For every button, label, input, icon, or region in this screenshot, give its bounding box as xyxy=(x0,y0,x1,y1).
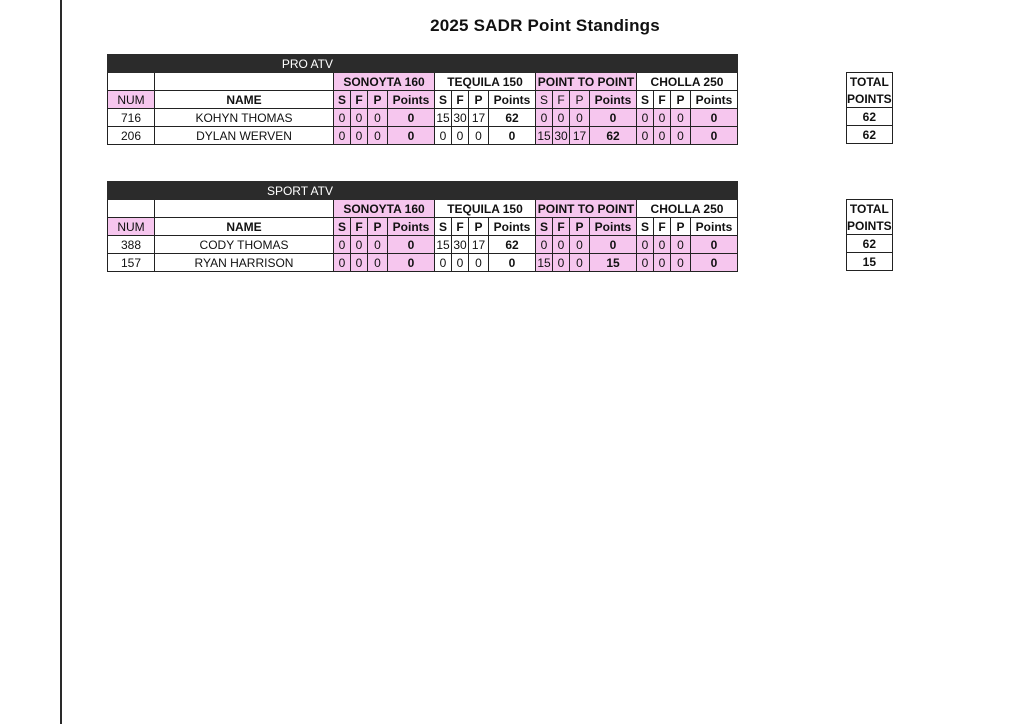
cell-s: 0 xyxy=(637,254,654,272)
cell-p: 0 xyxy=(671,109,691,127)
column-header-row xyxy=(108,91,738,109)
col-header-name: NAME xyxy=(155,218,334,236)
cell-p: 0 xyxy=(671,254,691,272)
class-bar-fill xyxy=(334,182,738,200)
total-points-cell: 62 xyxy=(847,126,893,144)
page-title: 2025 SADR Point Standings xyxy=(430,16,660,35)
col-header-p: P xyxy=(469,218,489,236)
cell-s: 0 xyxy=(435,254,452,272)
cell-s: 0 xyxy=(637,127,654,145)
cell-f: 30 xyxy=(554,128,568,143)
blank-cell xyxy=(155,73,334,91)
cell-p: 17 xyxy=(469,236,489,254)
col-header-f: F xyxy=(351,218,368,236)
cell-points: 0 xyxy=(388,254,435,272)
cell-f: 0 xyxy=(553,236,570,254)
blank-cell xyxy=(108,200,155,218)
rider-name: CODY THOMAS xyxy=(155,236,334,254)
cell-p: 0 xyxy=(469,254,489,272)
col-header-f: F xyxy=(553,218,570,236)
col-header-f: F xyxy=(452,91,469,109)
col-header-s: S xyxy=(536,218,553,236)
cell-f: 0 xyxy=(654,127,671,145)
cell-p: 0 xyxy=(368,236,388,254)
col-header-f: F xyxy=(654,91,671,109)
total-header-line1: TOTAL xyxy=(847,73,893,91)
cell-p: 17 xyxy=(570,127,590,145)
col-header-s: S xyxy=(637,218,654,236)
total-points-cell: 15 xyxy=(847,253,893,271)
col-header-p: P xyxy=(368,218,388,236)
total-points-table-pro-atv xyxy=(846,72,893,144)
race-header-cholla: CHOLLA 250 xyxy=(637,73,738,91)
cell-s: 0 xyxy=(637,109,654,127)
col-header-p: P xyxy=(469,91,489,109)
cell-f: 0 xyxy=(351,254,368,272)
col-header-s: S xyxy=(334,218,351,236)
table-row xyxy=(108,236,738,254)
cell-points: 0 xyxy=(590,236,637,254)
rider-name: DYLAN WERVEN xyxy=(155,127,334,145)
rider-num: 388 xyxy=(108,236,155,254)
class-label: PRO ATV xyxy=(108,55,334,73)
col-header-p: P xyxy=(570,91,590,109)
col-header-points: Points xyxy=(691,91,738,109)
col-header-num: NUM xyxy=(108,91,155,109)
cell-f: 0 xyxy=(553,254,570,272)
cell-f: 0 xyxy=(553,109,570,127)
class-header-bar xyxy=(108,182,738,200)
col-header-points: Points xyxy=(388,218,435,236)
cell-s: 15 xyxy=(436,110,450,125)
cell-points: 0 xyxy=(489,254,536,272)
cell-s: 0 xyxy=(536,236,553,254)
total-header-line1: TOTAL xyxy=(847,200,893,218)
cell-points: 0 xyxy=(388,127,435,145)
cell-f: 0 xyxy=(452,127,469,145)
race-header-row xyxy=(108,73,738,91)
cell-f: 0 xyxy=(351,109,368,127)
standings-table-sport-atv xyxy=(107,181,738,272)
cell-p: 0 xyxy=(469,127,489,145)
rider-num: 157 xyxy=(108,254,155,272)
cell-s: 0 xyxy=(334,109,351,127)
standings-section-sport-atv xyxy=(107,181,892,272)
cell-s: 0 xyxy=(334,254,351,272)
col-header-points: Points xyxy=(489,218,536,236)
col-header-p: P xyxy=(368,91,388,109)
col-header-points: Points xyxy=(489,91,536,109)
col-header-f: F xyxy=(553,91,570,109)
standings-section-pro-atv xyxy=(107,54,892,145)
class-label: SPORT ATV xyxy=(108,182,334,200)
col-header-f: F xyxy=(452,218,469,236)
rider-num: 716 xyxy=(108,109,155,127)
cell-points: 0 xyxy=(691,109,738,127)
cell-f: 0 xyxy=(654,109,671,127)
cell-s: 0 xyxy=(334,236,351,254)
page-left-rule xyxy=(60,0,62,724)
cell-p: 0 xyxy=(671,236,691,254)
class-header-bar xyxy=(108,55,738,73)
race-header-row xyxy=(108,200,738,218)
col-header-s: S xyxy=(536,91,553,109)
cell-points: 15 xyxy=(590,254,637,272)
cell-p: 0 xyxy=(368,127,388,145)
cell-f: 0 xyxy=(452,254,469,272)
col-header-f: F xyxy=(351,91,368,109)
col-header-s: S xyxy=(435,218,452,236)
column-header-row xyxy=(108,218,738,236)
col-header-p: P xyxy=(570,218,590,236)
table-row xyxy=(108,127,738,145)
col-header-s: S xyxy=(334,91,351,109)
cell-points: 0 xyxy=(691,127,738,145)
cell-points: 62 xyxy=(590,127,637,145)
table-row xyxy=(108,109,738,127)
col-header-name: NAME xyxy=(155,91,334,109)
total-header-line2: POINTS xyxy=(847,218,892,233)
cell-points: 0 xyxy=(691,236,738,254)
total-header-line2: POINTS xyxy=(847,91,892,106)
cell-points: 0 xyxy=(590,109,637,127)
cell-s: 0 xyxy=(637,236,654,254)
col-header-points: Points xyxy=(388,91,435,109)
cell-points: 0 xyxy=(388,236,435,254)
cell-p: 0 xyxy=(368,109,388,127)
cell-points: 62 xyxy=(489,109,536,127)
total-points-cell: 62 xyxy=(847,108,893,126)
cell-p: 0 xyxy=(570,109,590,127)
cell-s: 15 xyxy=(537,128,551,143)
race-header-tequila: TEQUILA 150 xyxy=(435,73,536,91)
rider-name: RYAN HARRISON xyxy=(155,254,334,272)
total-points-table-sport-atv xyxy=(846,199,893,271)
blank-cell xyxy=(108,73,155,91)
race-header-sonoyta: SONOYTA 160 xyxy=(334,73,435,91)
race-header-point-to-point: POINT TO POINT xyxy=(536,73,637,91)
col-header-points: Points xyxy=(590,91,637,109)
cell-s: 15 xyxy=(436,237,450,252)
rider-num: 206 xyxy=(108,127,155,145)
col-header-num: NUM xyxy=(108,218,155,236)
cell-points: 0 xyxy=(489,127,536,145)
cell-f: 0 xyxy=(351,127,368,145)
col-header-p: P xyxy=(671,218,691,236)
col-header-points: Points xyxy=(691,218,738,236)
cell-p: 0 xyxy=(368,254,388,272)
cell-p: 0 xyxy=(570,236,590,254)
blank-cell xyxy=(155,200,334,218)
cell-f: 0 xyxy=(654,254,671,272)
cell-f: 30 xyxy=(453,110,467,125)
col-header-s: S xyxy=(637,91,654,109)
cell-f: 0 xyxy=(654,236,671,254)
cell-p: 0 xyxy=(570,254,590,272)
cell-s: 0 xyxy=(536,109,553,127)
race-header-point-to-point: POINT TO POINT xyxy=(536,200,637,218)
race-header-sonoyta: SONOYTA 160 xyxy=(334,200,435,218)
cell-f: 30 xyxy=(453,237,467,252)
col-header-s: S xyxy=(435,91,452,109)
col-header-p: P xyxy=(671,91,691,109)
cell-p: 0 xyxy=(671,127,691,145)
total-points-cell: 62 xyxy=(847,235,893,253)
race-header-cholla: CHOLLA 250 xyxy=(637,200,738,218)
cell-points: 0 xyxy=(388,109,435,127)
table-row xyxy=(108,254,738,272)
cell-points: 0 xyxy=(691,254,738,272)
rider-name: KOHYN THOMAS xyxy=(155,109,334,127)
race-header-tequila: TEQUILA 150 xyxy=(435,200,536,218)
col-header-f: F xyxy=(654,218,671,236)
standings-table-pro-atv xyxy=(107,54,738,145)
cell-f: 0 xyxy=(351,236,368,254)
cell-s: 15 xyxy=(537,255,551,270)
cell-points: 62 xyxy=(489,236,536,254)
col-header-points: Points xyxy=(590,218,637,236)
cell-p: 17 xyxy=(469,109,489,127)
cell-s: 0 xyxy=(334,127,351,145)
cell-s: 0 xyxy=(435,127,452,145)
class-bar-fill xyxy=(334,55,738,73)
